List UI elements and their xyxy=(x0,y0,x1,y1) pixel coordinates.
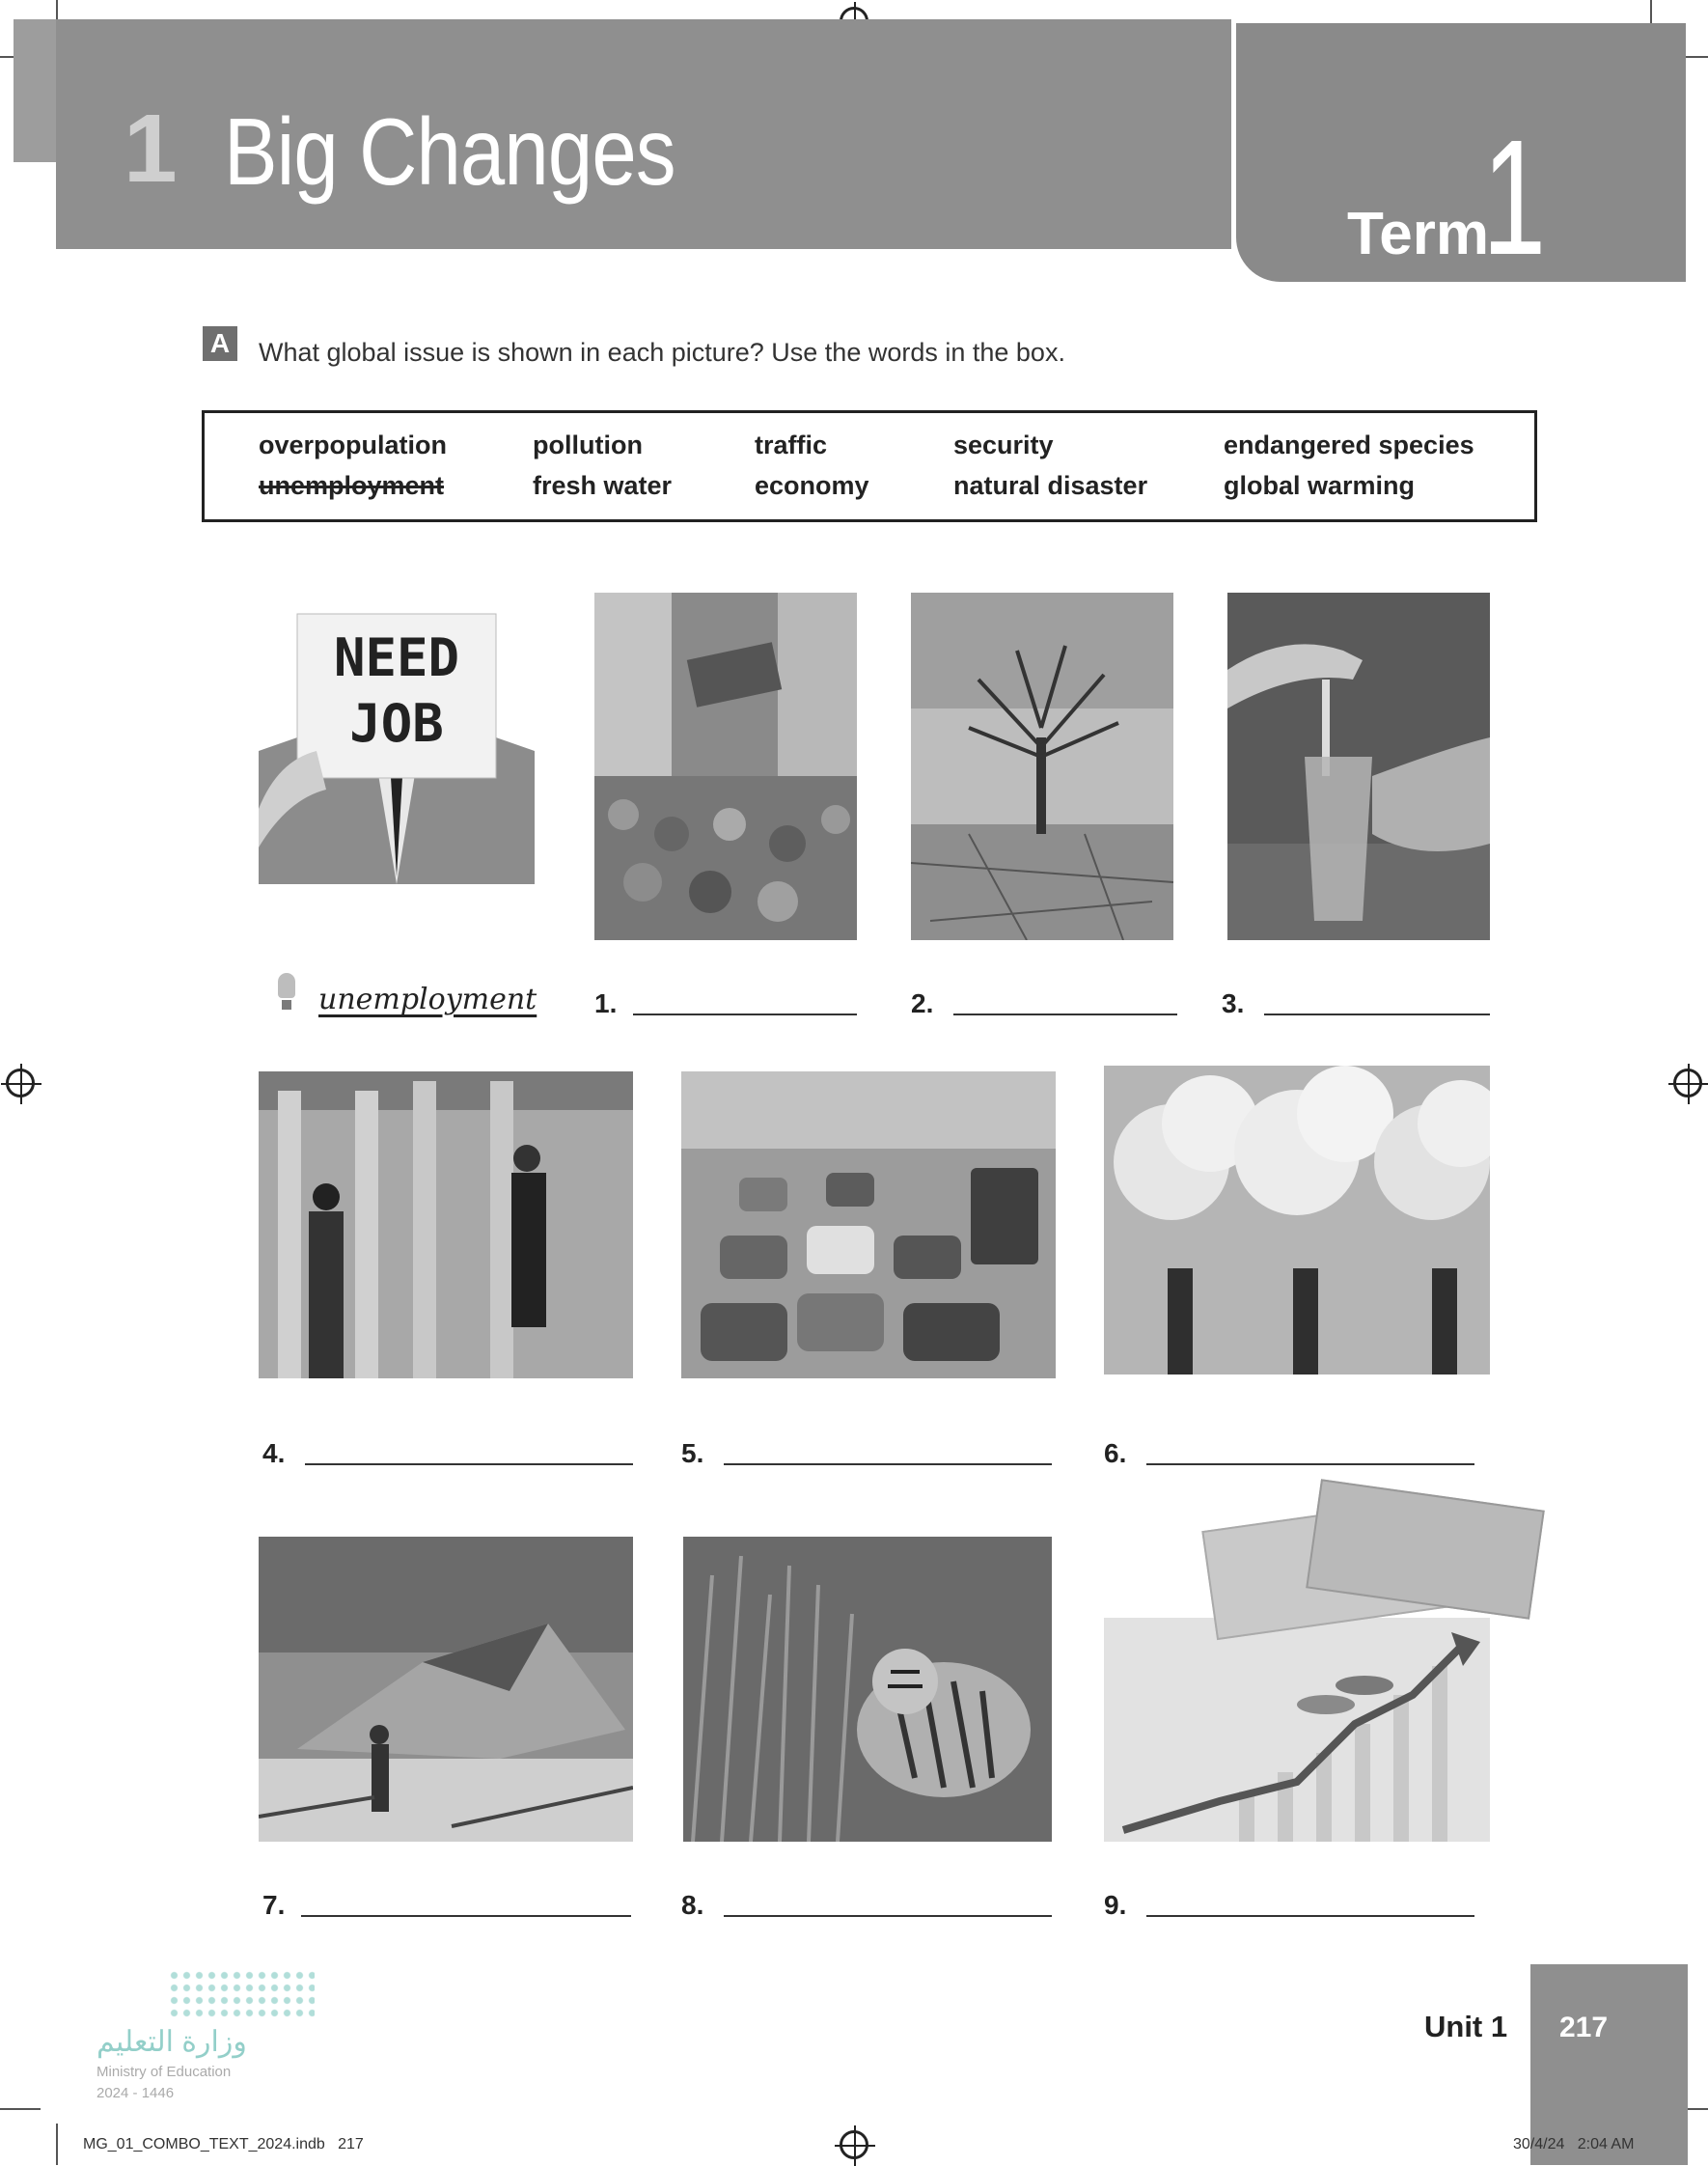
answer-line-8[interactable] xyxy=(724,1915,1052,1917)
registration-mark-left xyxy=(6,1069,35,1097)
word-item: economy xyxy=(755,471,869,500)
word-item: endangered species xyxy=(1224,430,1474,459)
word-item: global warming xyxy=(1224,471,1416,500)
answer-number-1: 1. xyxy=(594,988,618,1018)
ministry-logo-arabic: وزارة التعليم xyxy=(96,2026,247,2058)
answer-number-2: 2. xyxy=(911,988,934,1018)
picture-traffic xyxy=(681,1071,1056,1378)
picture-security xyxy=(259,1071,633,1378)
answer-number-4: 4. xyxy=(262,1438,286,1468)
unit-number: 1 xyxy=(124,95,178,203)
sign-text-line2: JOB xyxy=(349,693,444,754)
page-number-box xyxy=(1530,1964,1688,2165)
registration-mark-bottom xyxy=(840,2130,868,2159)
answer-line-9[interactable] xyxy=(1146,1915,1474,1917)
word-item-crossed: unemployment xyxy=(259,471,445,500)
word-item: fresh water xyxy=(533,471,673,500)
footer-file-info: MG_01_COMBO_TEXT_2024.indb 217 xyxy=(83,2136,364,2152)
picture-global-warming xyxy=(911,593,1173,940)
ministry-logo-english: Ministry of Education xyxy=(96,2064,232,2080)
answer-number-5: 5. xyxy=(681,1438,704,1468)
picture-economy xyxy=(1104,1618,1490,1842)
picture-unemployment xyxy=(259,606,535,884)
exercise-label: A xyxy=(203,326,237,361)
exercise-instruction: What global issue is shown in each picture? Use the words in the box. xyxy=(259,338,1065,367)
answer-number-9: 9. xyxy=(1104,1890,1127,1920)
crop-mark xyxy=(56,2124,58,2165)
answer-line-4[interactable] xyxy=(305,1463,633,1465)
answer-number-3: 3. xyxy=(1222,988,1245,1018)
sign-text-line1: NEED xyxy=(333,627,460,688)
answer-line-1[interactable] xyxy=(633,1014,857,1015)
lightbulb-base-icon xyxy=(282,1000,291,1010)
picture-endangered-species xyxy=(683,1537,1052,1842)
picture-fresh-water xyxy=(1227,593,1490,940)
ministry-logo-dots xyxy=(168,1969,315,2017)
term-number: 1 xyxy=(1482,106,1547,290)
crop-mark xyxy=(0,2108,41,2110)
picture-overpopulation xyxy=(594,593,857,940)
answer-line-6[interactable] xyxy=(1146,1463,1474,1465)
answer-line-3[interactable] xyxy=(1264,1014,1490,1015)
answer-number-8: 8. xyxy=(681,1890,704,1920)
word-item: security xyxy=(953,430,1054,459)
lightbulb-icon xyxy=(278,973,295,998)
word-item: traffic xyxy=(755,430,828,459)
answer-line-5[interactable] xyxy=(724,1463,1052,1465)
example-answer: unemployment xyxy=(318,983,537,1016)
registration-mark-right xyxy=(1673,1069,1702,1097)
answer-line-2[interactable] xyxy=(953,1014,1177,1015)
answer-number-6: 6. xyxy=(1104,1438,1127,1468)
page-number: 217 xyxy=(1559,2012,1609,2043)
answer-number-7: 7. xyxy=(262,1890,286,1920)
word-item: overpopulation xyxy=(259,430,447,459)
word-item: natural disaster xyxy=(953,471,1148,500)
footer-date-info: 30/4/24 2:04 AM xyxy=(1513,2136,1635,2152)
answer-line-7[interactable] xyxy=(301,1915,631,1917)
picture-natural-disaster xyxy=(259,1537,633,1842)
picture-pollution xyxy=(1104,1066,1490,1375)
footer-unit-label: Unit 1 xyxy=(1424,2010,1508,2043)
ministry-logo-year: 2024 - 1446 xyxy=(96,2085,175,2101)
word-item: pollution xyxy=(533,430,643,459)
word-box xyxy=(202,410,1537,522)
unit-title: Big Changes xyxy=(224,98,675,205)
term-label: Term xyxy=(1347,201,1490,267)
header-side-tab xyxy=(14,19,60,162)
